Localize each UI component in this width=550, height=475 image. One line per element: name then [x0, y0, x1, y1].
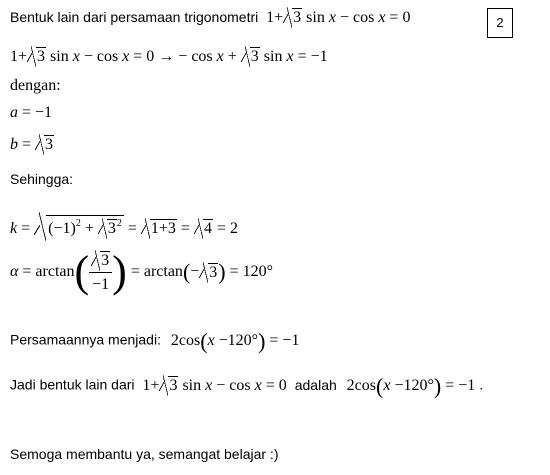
title-equation: 1+ 3 sin x − cos x = 0	[266, 9, 411, 26]
persamaan-label: Persamaannya menjadi:	[10, 331, 161, 348]
conclusion-line	[10, 375, 483, 397]
title-text: Bentuk lain dari persamaan trigonometri	[10, 9, 259, 25]
alpha-formula: α = arctan ( $\frac{3}{-1}$ ) = arctan ( − 3 ) = 120°	[10, 247, 274, 296]
dengan-label: dengan:	[10, 77, 61, 94]
jadi-text: Jadi bentuk lain dari	[10, 376, 135, 393]
b-definition: b = 3	[10, 136, 54, 153]
a-definition: a = −1	[10, 104, 53, 121]
k-formula: $k = (-1)^2 + 3^2 = 1+3 = 4 = 2$	[10, 215, 238, 237]
page-number-badge: 2	[487, 8, 513, 38]
result-equation: 2cos(x −120°) = −1	[170, 328, 300, 353]
step-1-equation: 1+ 3 sin x − cos x = 0 → − cos x + 3 sin x = −1	[10, 48, 328, 65]
adalah-text: adalah	[294, 376, 337, 393]
sehingga-label: Sehingga:	[10, 171, 74, 187]
conclusion-result: 2cos(x −120°) = −1	[346, 373, 480, 398]
title-line	[10, 8, 410, 26]
persamaan-line	[10, 330, 299, 352]
closing-message: Semoga membantu ya, semangat belajar :)	[10, 446, 279, 462]
final-period: .	[479, 376, 484, 393]
alpha-fraction: $\frac{3}{-1}$	[89, 251, 112, 293]
conclusion-equation: 1+ 3 sin x − cos x = 0	[142, 376, 291, 394]
